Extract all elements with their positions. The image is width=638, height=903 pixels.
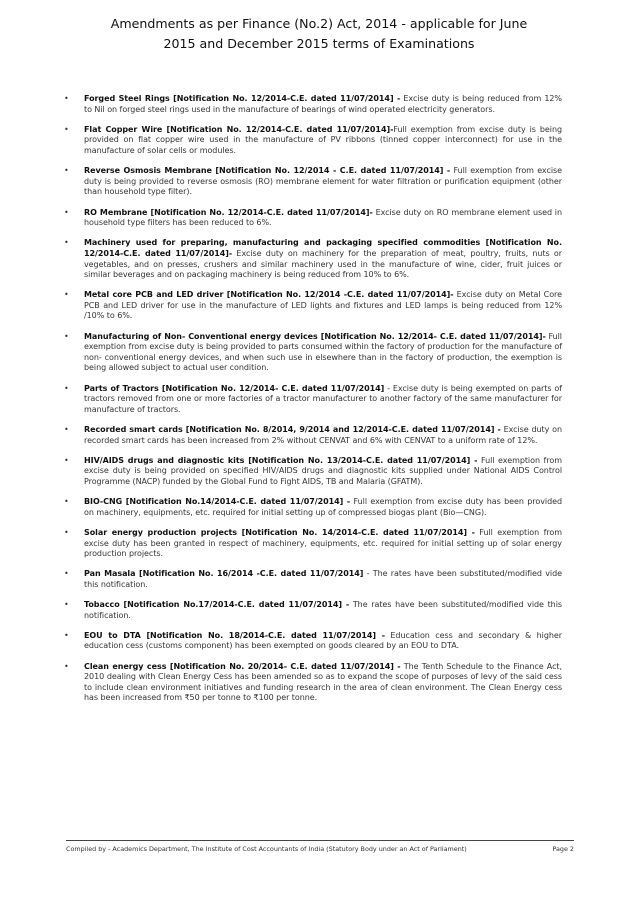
- bullet-icon: •: [64, 497, 69, 507]
- page-number: Page 2: [552, 845, 574, 853]
- header-line-1: Amendments as per Finance (No.2) Act, 2014 - applicable for June: [110, 16, 528, 31]
- bullet-icon: •: [64, 207, 69, 217]
- footer-credit: Compiled by - Academics Department, The Institute of Cost Accountants of India (Statutory Body under an Act of Parliament): [66, 845, 467, 853]
- bullet-icon: •: [64, 527, 69, 537]
- bullet-icon: •: [64, 94, 69, 103]
- amendment-heading: Manufacturing of Non- Conventional energy devices [Notification No. 12/2014- C.E. dated 11/07/2014]-: [84, 331, 546, 341]
- amendment-item: [64, 383, 562, 416]
- amendment-item: [64, 94, 562, 115]
- amendment-text: Excise duty on RO membrane element used in household type filters has been reduced to 6%.: [84, 207, 563, 228]
- amendment-text: Excise duty is being reduced from 12% to Nil on forged steel rings used in the manufacture of bearings of wind operated electricity generators.: [84, 94, 562, 114]
- amendment-heading: Forged Steel Rings [Notification No. 12/2014-C.E. dated 11/07/2014] -: [84, 94, 401, 103]
- amendment-text: Full exemption from excise duty has been provided on machinery, equipments, etc. required for initial setting up of compressed biogas plant (Bio—CNG).: [84, 497, 563, 517]
- amendment-item: [64, 497, 563, 518]
- amendment-text: Excise duty on Metal Core PCB and LED driver for use in the manufacture of LED lights and fixtures and LED lamps is being reduced from 12% /10% to 6%.: [84, 290, 562, 321]
- bullet-icon: •: [64, 124, 69, 134]
- amendment-text: Education cess and secondary & higher education cess (customs component) has been exempted on goods cleared by an EOU to DTA.: [84, 630, 562, 651]
- amendment-heading: EOU to DTA [Notification No. 18/2014-C.E. dated 11/07/2014] -: [84, 630, 385, 640]
- amendment-text: - Excise duty is being exempted on parts of tractors removed from one or more factories of a tractor manufacturer to another factory of the same manufacturer for manufacture of tractors.: [84, 383, 562, 414]
- amendment-heading: Solar energy production projects [Notification No. 14/2014-C.E. dated 11/07/2014] -: [84, 527, 475, 537]
- amendment-text: The Tenth Schedule to the Finance Act, 2010 dealing with Clean Energy Cess has been amended so as to expand the scope of purposes of levy of the said cess to include clean environment initiatives and funding research in the area of clean environment. The Clean Energy cess has been increased from ₹50 per tonne to ₹100 per tonne.: [84, 661, 562, 703]
- footer-divider: [66, 840, 574, 841]
- amendment-item: [64, 455, 562, 488]
- bullet-icon: •: [64, 290, 69, 300]
- amendment-heading: HIV/AIDS drugs and diagnostic kits [Notification No. 13/2014-C.E. dated 11/07/2014] -: [84, 455, 478, 465]
- amendment-item: [64, 166, 562, 198]
- bullet-icon: •: [64, 600, 69, 610]
- amendment-heading: Machinery used for preparing, manufacturing and packaging specified commodities [Notification No. 12/2014-C.E. dated 11/07/2014]-: [84, 238, 562, 258]
- amendment-item: [64, 207, 563, 229]
- page-footer: [66, 845, 574, 853]
- amendment-item: [64, 630, 562, 652]
- amendment-item: [64, 425, 562, 446]
- amendment-heading: Metal core PCB and LED driver [Notification No. 12/2014 -C.E. dated 11/07/2014]-: [84, 290, 454, 300]
- amendment-text: Full exemption from excise duty is being provided on specified HIV/AIDS drugs and diagnostic kits supplied under National AIDS Control Programme (NACP) funded by the Global Fund to Fight AIDS, TB and Malaria (GFATM).: [84, 455, 562, 486]
- amendment-item: [64, 661, 562, 704]
- bullet-icon: •: [64, 455, 69, 465]
- amendment-text: Full exemption from excise duty is being provided to reverse osmosis (RO) membrane element for water filtration or purification equipment (other than household type filter).: [84, 166, 562, 197]
- amendment-item: [64, 600, 562, 621]
- amendment-list: [64, 94, 563, 714]
- amendment-heading: Recorded smart cards [Notification No. 8/2014, 9/2014 and 12/2014-C.E. dated 11/07/2014] -: [84, 425, 501, 434]
- amendment-item: [64, 527, 562, 560]
- amendment-item: [64, 238, 562, 280]
- amendment-heading: Clean energy cess [Notification No. 20/2014- C.E. dated 11/07/2014] -: [84, 661, 401, 671]
- amendment-text: - The rates have been substituted/modified vide this notification.: [84, 569, 562, 589]
- amendment-item: [64, 331, 562, 374]
- amendment-heading: Reverse Osmosis Membrane [Notification No. 12/2014 - C.E. dated 11/07/2014] -: [84, 166, 451, 176]
- bullet-icon: •: [64, 331, 69, 341]
- amendment-text: Full exemption from excise duty is being provided to parts consumed within the factory of production for the manufacture of non- conventional energy devices, and when such use in elsewhere than in the factory of production, the exemption is being allowed subject to actual user condition.: [84, 331, 562, 373]
- bullet-icon: •: [64, 630, 69, 640]
- amendment-heading: Tobacco [Notification No.17/2014-C.E. dated 11/07/2014] -: [84, 600, 350, 610]
- amendment-heading: BIO-CNG [Notification No.14/2014-C.E. dated 11/07/2014] -: [84, 497, 351, 507]
- header-line-2: 2015 and December 2015 terms of Examinations: [163, 36, 475, 51]
- bullet-icon: •: [64, 238, 69, 248]
- bullet-icon: •: [64, 569, 69, 579]
- bullet-icon: •: [64, 166, 69, 176]
- bullet-icon: •: [64, 425, 69, 434]
- amendment-text: The rates have been substituted/modified vide this notification.: [84, 600, 562, 620]
- amendment-item: [64, 569, 562, 590]
- bullet-icon: •: [64, 383, 69, 393]
- amendment-item: [64, 124, 563, 157]
- amendment-heading: Flat Copper Wire [Notification No. 12/2014-C.E. dated 11/07/2014]-: [84, 124, 394, 134]
- page-header: [40, 14, 598, 54]
- amendment-text: Excise duty on machinery for the preparation of meat, poultry, fruits, nuts or vegetables, and on presses, crushers and similar machinery used in the manufacture of wine, cider, fruit juices or similar beverages and on packaging machinery is being reduced from 10% to 6%.: [84, 248, 562, 280]
- amendment-item: [64, 290, 562, 322]
- amendment-heading: RO Membrane [Notification No. 12/2014-C.E. dated 11/07/2014]-: [84, 207, 373, 217]
- amendment-text: Full exemption from excise duty is being provided on flat copper wire used in the manufacture of PV ribbons (tinned copper interconnect) for use in the manufacture of solar cells or modules.: [84, 124, 563, 155]
- amendment-text: Excise duty on recorded smart cards has been increased from 2% without CENVAT and 6% with CENVAT to a uniform rate of 12%.: [84, 425, 562, 445]
- amendment-heading: Pan Masala [Notification No. 16/2014 -C.E. dated 11/07/2014]: [84, 569, 364, 579]
- bullet-icon: •: [64, 661, 69, 671]
- amendment-heading: Parts of Tractors [Notification No. 12/2014- C.E. dated 11/07/2014]: [84, 383, 385, 393]
- amendment-text: Full exemption from excise duty has been granted in respect of machinery, equipments, etc. required for initial setting up of solar energy production projects.: [84, 527, 562, 559]
